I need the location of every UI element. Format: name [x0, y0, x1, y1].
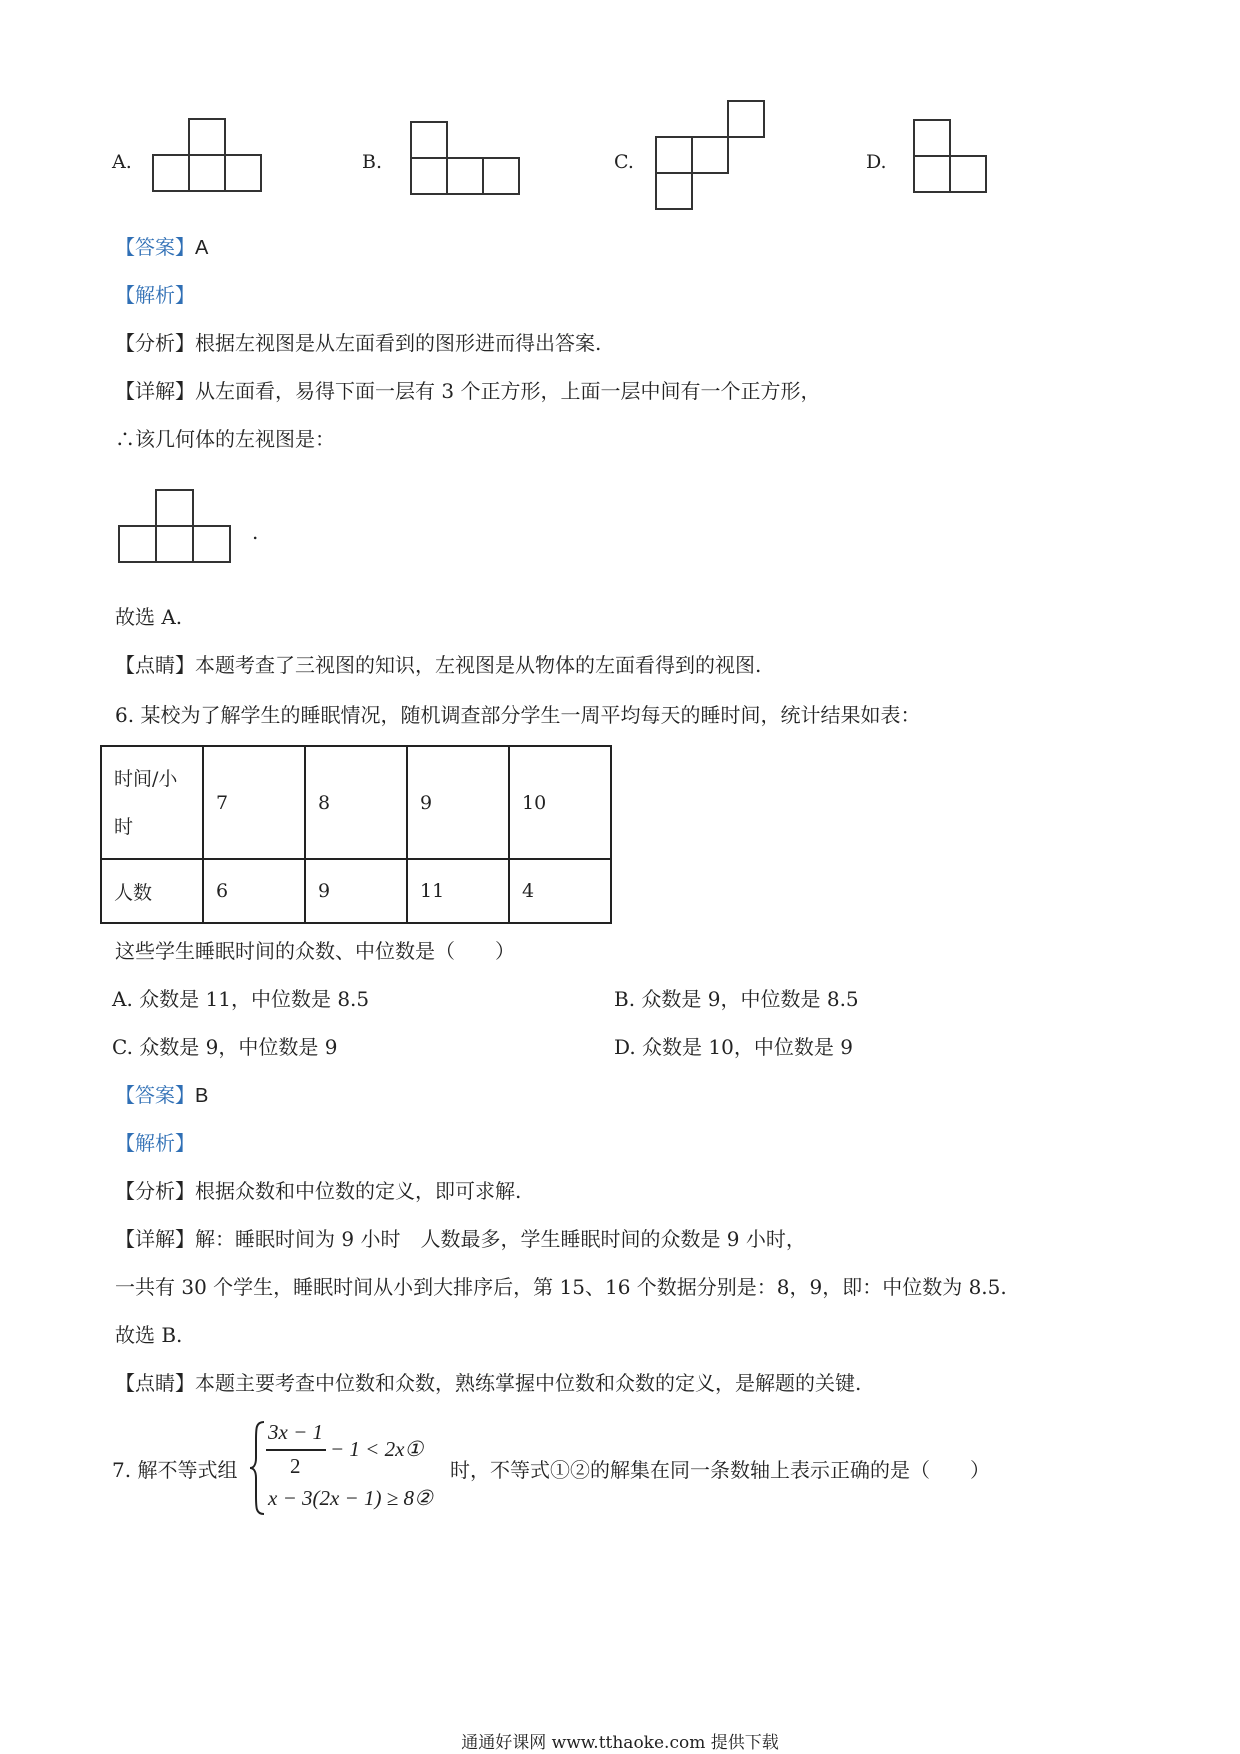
q6-stem: 6. 某校为了解学生的睡眠情况，随机调查部分学生一周平均每天的睡时间，统计结果如表：	[115, 703, 921, 727]
sleep-table	[100, 745, 612, 924]
q6-question: 这些学生睡眠时间的众数、中位数是（ ）	[115, 939, 515, 963]
answer-value: A	[195, 237, 209, 259]
option-a-figure	[150, 115, 270, 195]
table-cell: 7	[203, 746, 305, 859]
q6-choice-d: D. 众数是 10，中位数是 9	[614, 1035, 853, 1059]
table-cell: 6	[203, 859, 305, 923]
left-view-figure	[116, 486, 238, 566]
q6-fenxi-line	[115, 1178, 521, 1204]
q6-choice-c: C. 众数是 9，中位数是 9	[112, 1035, 338, 1059]
q5-choose-line: 故选 A.	[115, 605, 183, 629]
q5-xiangjie-line	[115, 378, 820, 404]
answer-label: 【答案】	[115, 1083, 195, 1107]
table-cell: 8	[305, 746, 407, 859]
q7-prefix: 7. 解不等式组	[112, 1458, 238, 1482]
table-header-cell	[101, 746, 203, 859]
q5-fenxi-line	[115, 330, 601, 356]
q6-xiangjie-line	[115, 1226, 806, 1252]
table-header-cell: 人数	[101, 859, 203, 923]
xiangjie-label: 【详解】	[115, 379, 195, 403]
dianjing-label: 【点睛】	[115, 653, 195, 677]
option-d-figure	[910, 118, 1000, 198]
q7-suffix: 时，不等式①②的解集在同一条数轴上表示正确的是（ ）	[450, 1458, 990, 1482]
table-cell: 9	[407, 746, 509, 859]
fenxi-text: 根据众数和中位数的定义，即可求解.	[195, 1179, 522, 1203]
q6-choose-line: 故选 B.	[115, 1323, 183, 1347]
xiangjie-text: 解：睡眠时间为 9 小时 人数最多，学生睡眠时间的众数是 9 小时，	[195, 1227, 806, 1251]
option-a-label: A.	[112, 151, 132, 173]
q6-answer-line	[115, 1082, 208, 1109]
table-cell: 9	[305, 859, 407, 923]
ineq1-rest: − 1 < 2x①	[330, 1437, 424, 1461]
option-b-label: B.	[362, 151, 383, 173]
fenxi-text: 根据左视图是从左面看到的图形进而得出答案.	[195, 331, 602, 355]
q6-dianjing-line	[115, 1370, 861, 1396]
header-line1: 时间/小	[114, 767, 178, 790]
q5-therefore-line: ∴该几何体的左视图是：	[115, 427, 335, 451]
dianjing-text: 本题考查了三视图的知识，左视图是从物体的左面看得到的视图.	[195, 653, 762, 677]
figure-period: .	[252, 520, 259, 544]
option-c-figure	[652, 98, 772, 216]
header-line2: 时	[114, 815, 134, 838]
q6-analysis-label: 【解析】	[115, 1131, 195, 1155]
answer-value: B	[195, 1085, 209, 1107]
q5-dianjing-line	[115, 652, 761, 678]
frac-denominator: 2	[290, 1454, 301, 1478]
table-cell: 4	[509, 859, 611, 923]
q5-answer-line	[115, 234, 208, 261]
q5-analysis-label: 【解析】	[115, 283, 195, 307]
table-row	[101, 859, 611, 923]
answer-label: 【答案】	[115, 235, 195, 259]
table-cell: 11	[407, 859, 509, 923]
dianjing-label: 【点睛】	[115, 1371, 195, 1395]
xiangjie-label: 【详解】	[115, 1227, 195, 1251]
dianjing-text: 本题主要考查中位数和众数，熟练掌握中位数和众数的定义，是解题的关键.	[195, 1371, 862, 1395]
ineq2: x − 3(2x − 1) ≥ 8②	[268, 1486, 433, 1510]
fenxi-label: 【分析】	[115, 1179, 195, 1203]
q6-choice-a: A. 众数是 11，中位数是 8.5	[112, 987, 370, 1011]
option-d-label: D.	[866, 151, 887, 173]
option-c-label: C.	[614, 151, 634, 173]
frac-bar	[266, 1449, 326, 1451]
fenxi-label: 【分析】	[115, 331, 195, 355]
frac-numerator: 3x − 1	[268, 1420, 323, 1444]
table-row	[101, 746, 611, 859]
q6-xiangjie-line2: 一共有 30 个学生，睡眠时间从小到大排序后，第 15、16 个数据分别是：8，9，即：中位数为 8.5.	[115, 1275, 1007, 1299]
option-b-figure	[408, 120, 528, 200]
system-brace	[248, 1420, 268, 1516]
page-footer: 通通好课网 www.tthaoke.com 提供下载	[461, 1733, 779, 1753]
table-cell: 10	[509, 746, 611, 859]
xiangjie-text: 从左面看，易得下面一层有 3 个正方形，上面一层中间有一个正方形，	[195, 379, 821, 403]
q6-choice-b: B. 众数是 9，中位数是 8.5	[614, 987, 859, 1011]
